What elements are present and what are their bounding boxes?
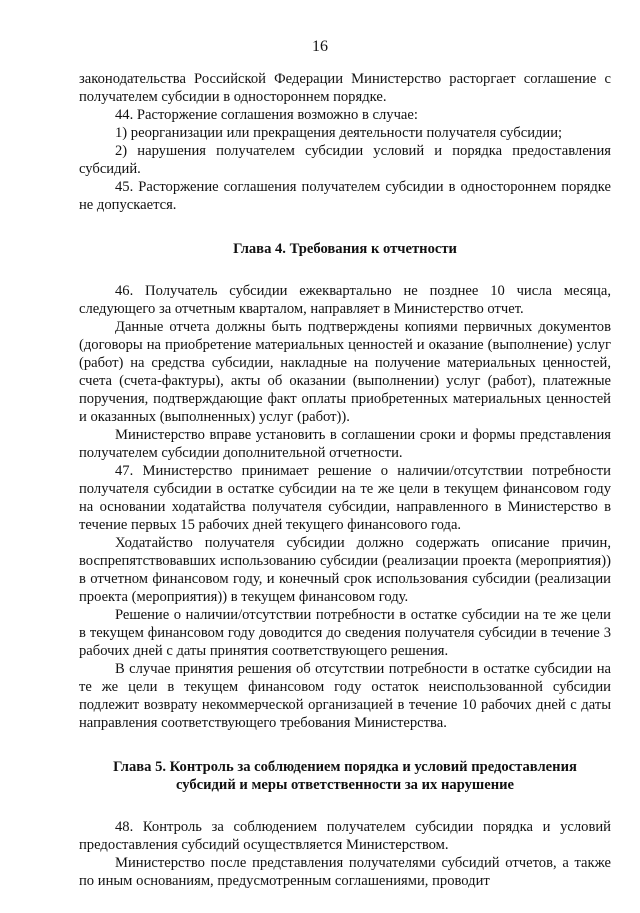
paragraph: 2) нарушения получателем субсидии условий и порядка предоставления субсидий. <box>79 143 611 177</box>
paragraph: В случае принятия решения об отсутствии потребности в остатке субсидии на те же цели в текущем финансовом году остаток неиспользованной субсидии подлежит возврату некоммерческой организацией в течение 10 рабочих дней с даты направления соответствующего требования Министерства. <box>79 661 611 731</box>
paragraph: 48. Контроль за соблюдением получателем субсидии порядка и условий предоставления субсидий осуществляется Министерством. <box>79 819 611 853</box>
chapter-4-title: Глава 4. Требования к отчетности <box>233 241 457 257</box>
paragraph: Министерство вправе установить в соглашении сроки и формы представления получателем субсидии дополнительной отчетности. <box>79 427 611 461</box>
paragraph: Министерство после представления получателями субсидий отчетов, а также по иным основаниям, предусмотренным соглашениями, проводит <box>79 855 611 889</box>
paragraph: 46. Получатель субсидии ежеквартально не позднее 10 числа месяца, следующего за отчетным кварталом, направляет в Министерство отчет. <box>79 283 611 317</box>
chapter-5-title-line-2: субсидий и меры ответственности за их нарушение <box>175 777 515 793</box>
chapter-5-title-line-1: Глава 5. Контроль за соблюдением порядка и условий предоставления <box>113 759 577 775</box>
paragraph: Данные отчета должны быть подтверждены копиями первичных документов (договоры на приобретение материальных ценностей и оказание (выполнение) услуг (работ) на средства субсидии, накладные на получение материальных ценностей, счета (счета-фактуры), акты об оказании (выполнении) услуг (работ), платежные поручения, подтверждающие факт оплаты приобретенных материальных ценностей и оказанных (выполненных) услуг (работ)). <box>79 319 611 425</box>
paragraph: 45. Расторжение соглашения получателем субсидии в одностороннем порядке не допускается. <box>79 179 611 213</box>
document-body <box>79 70 611 890</box>
page-number: 16 <box>312 38 328 55</box>
chapter-5-heading <box>79 758 611 794</box>
paragraph: 44. Расторжение соглашения возможно в случае: <box>115 107 418 123</box>
chapter-4-heading <box>79 240 611 258</box>
paragraph: законодательства Российской Федерации Министерство расторгает соглашение с получателем субсидии в одностороннем порядке. <box>79 71 611 105</box>
paragraph: Ходатайство получателя субсидии должно содержать описание причин, воспрепятствовавших использованию субсидии (реализации проекта (мероприятия)) в отчетном финансовом году, и конечный срок использования субсидии (реализации проекта (мероприятия)) в текущем финансовом году. <box>79 535 611 605</box>
paragraph: 47. Министерство принимает решение о наличии/отсутствии потребности получателя субсидии в остатке субсидии на те же цели в текущем финансовом году на основании ходатайства получателя субсидии, направленного в Министерство в течение первых 15 рабочих дней текущего финансового года. <box>79 463 611 533</box>
paragraph: Решение о наличии/отсутствии потребности в остатке субсидии на те же цели в текущем финансовом году доводится до сведения получателя субсидии в течение 3 рабочих дней с даты принятия соответствующего решения. <box>79 607 611 659</box>
paragraph: 1) реорганизации или прекращения деятельности получателя субсидии; <box>115 125 563 141</box>
